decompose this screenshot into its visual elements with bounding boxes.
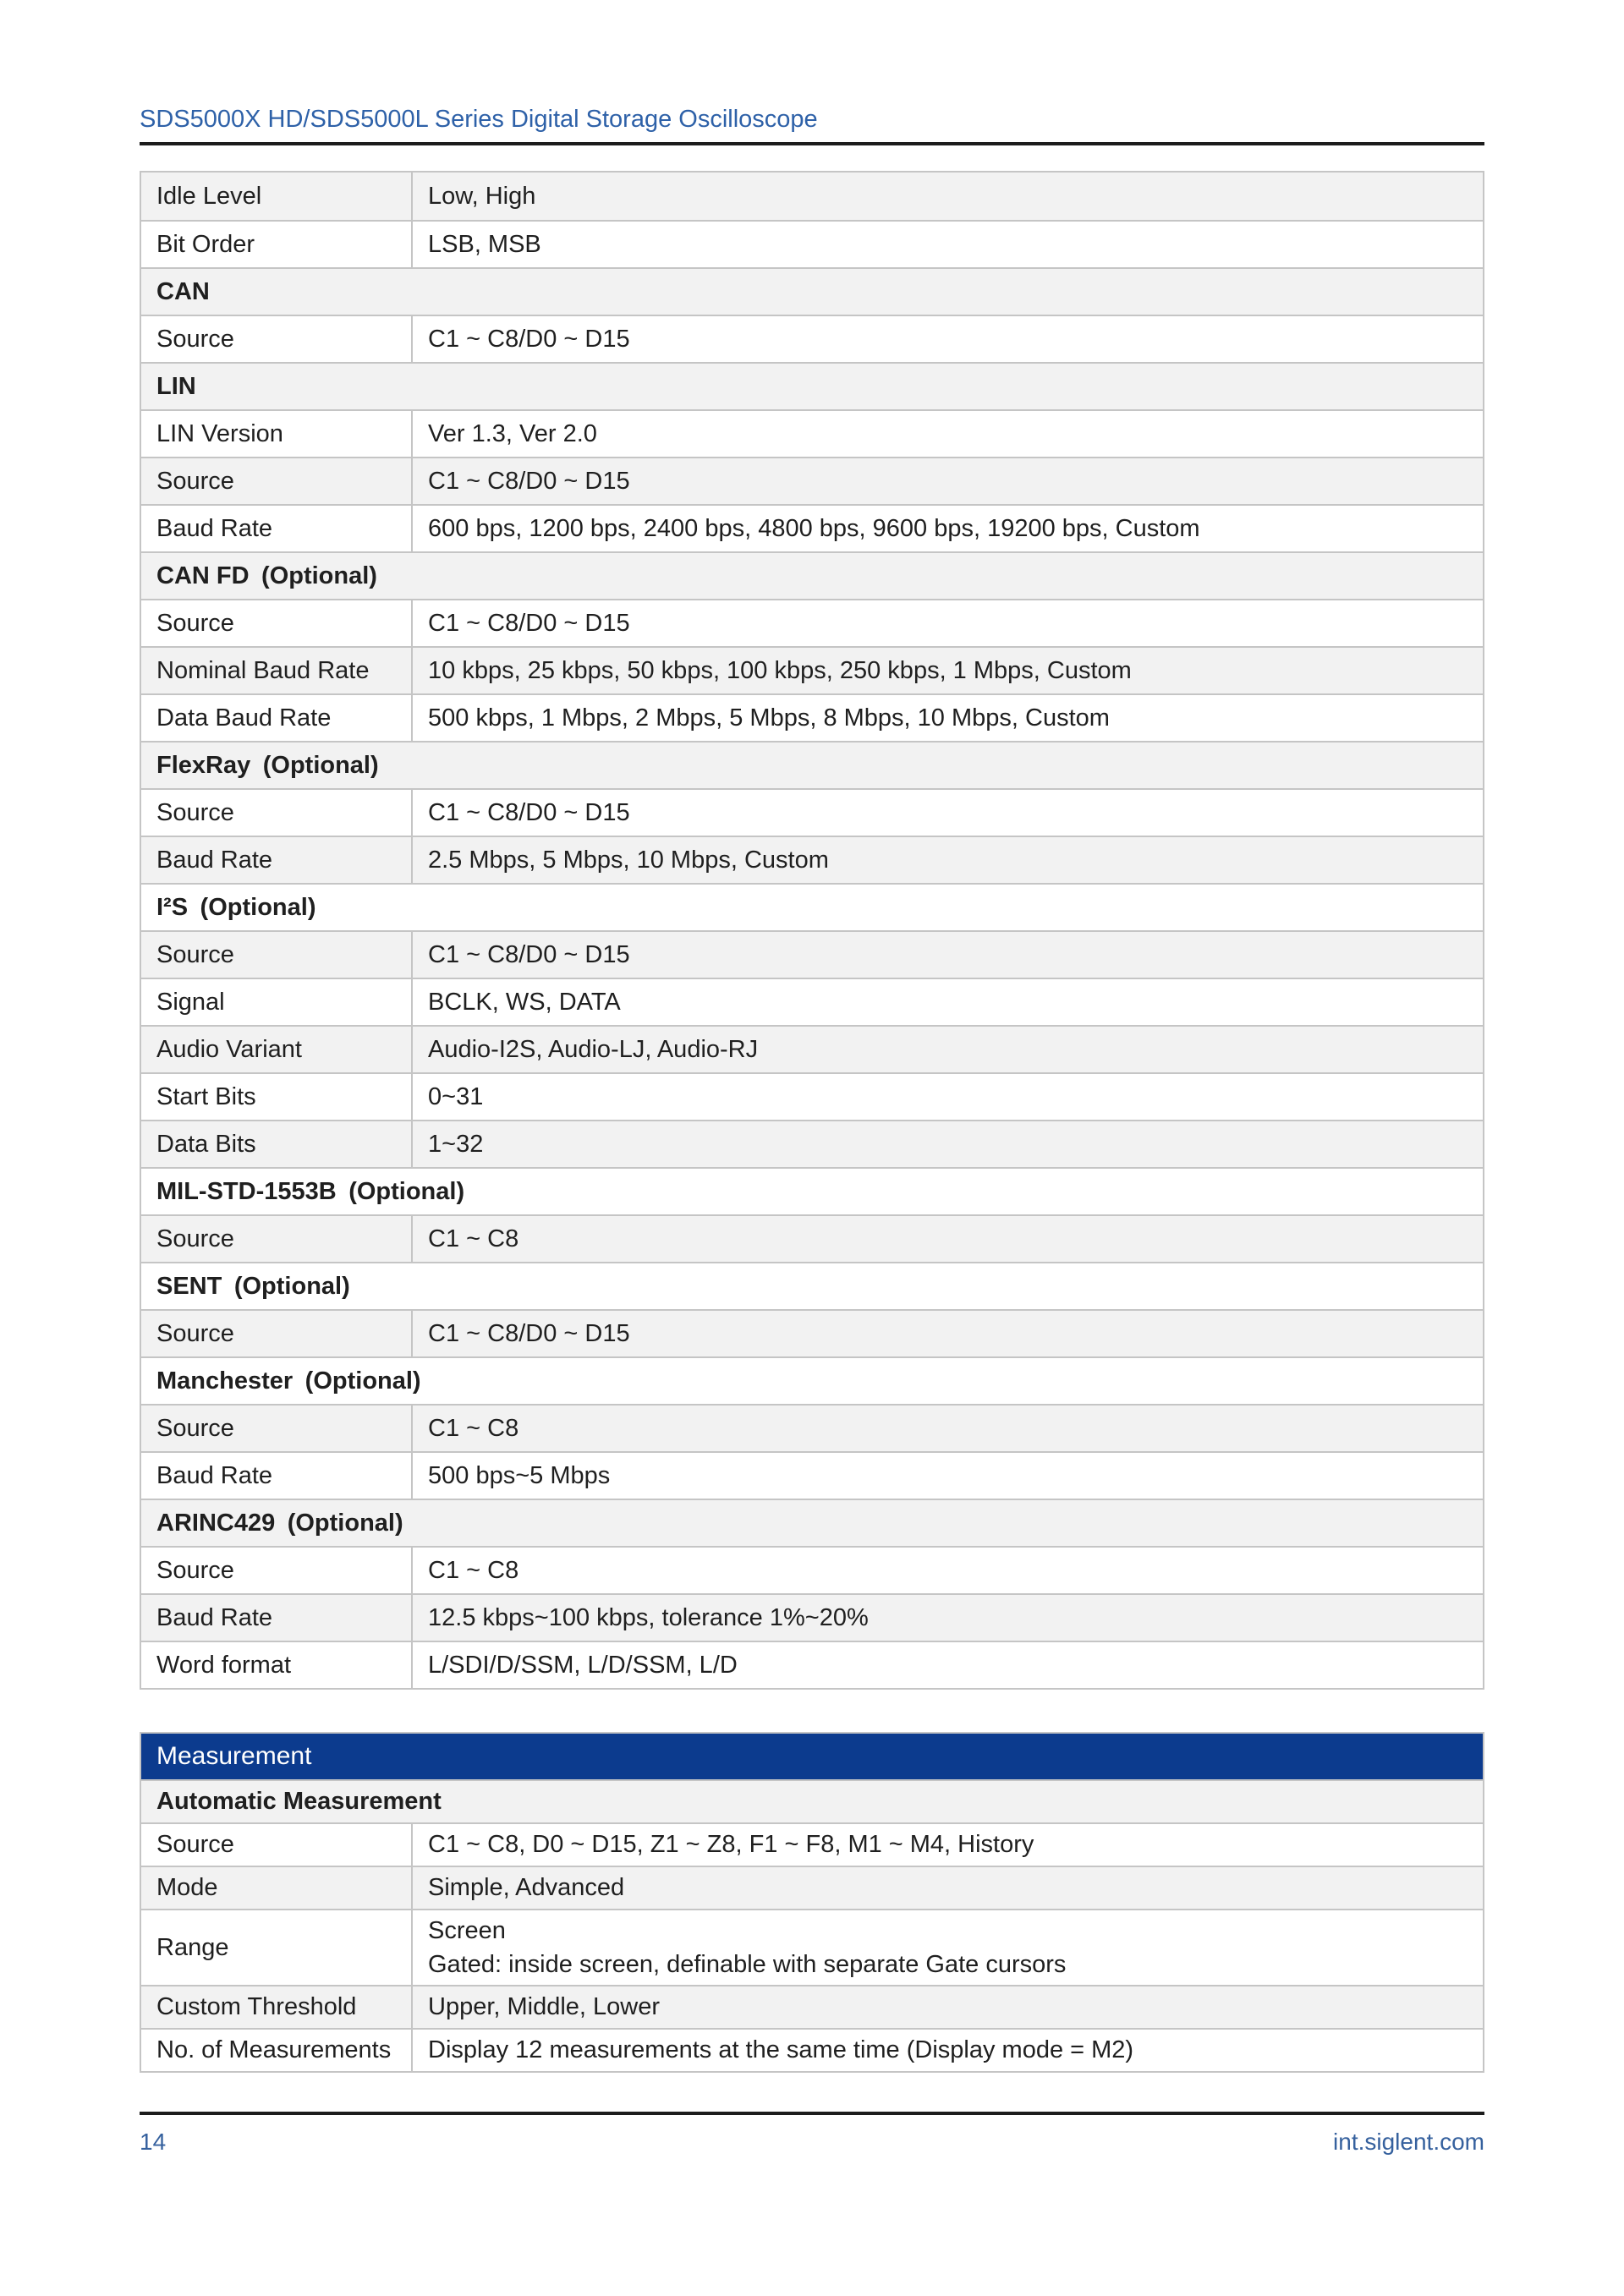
spec-value-cell: C1 ~ C8 (428, 1556, 519, 1584)
doc-title: SDS5000X HD/SDS5000L Series Digital Storage Oscilloscope (140, 106, 818, 133)
spec-label-cell: Source (141, 1311, 413, 1356)
page-number: 14 (140, 2129, 167, 2155)
spec-label-cell: Baud Rate (141, 1453, 413, 1499)
measurement-value-cell: Simple, Advanced (428, 1874, 625, 1901)
spec-row (141, 978, 1483, 1025)
measurement-subtitle-row (141, 1779, 1483, 1822)
spec-label-cell: Start Bits (141, 1074, 413, 1120)
spec-label-cell: Source (141, 458, 413, 504)
website-link[interactable]: int.siglent.com (1333, 2129, 1484, 2155)
measurement-table (140, 1732, 1484, 2073)
spec-row (141, 1641, 1483, 1688)
spec-label-cell: Signal (141, 979, 413, 1025)
spec-label-cell: Data Bits (141, 1121, 413, 1167)
spec-label-cell: Source (141, 1216, 413, 1262)
measurement-value-line: Screen (428, 1917, 506, 1944)
spec-section-label: LIN (156, 372, 196, 400)
spec-value-cell: 500 kbps, 1 Mbps, 2 Mbps, 5 Mbps, 8 Mbps, 10 Mbps, Custom (428, 704, 1110, 732)
spec-section-row (141, 1356, 1483, 1404)
spec-section-row (141, 1262, 1483, 1309)
spec-label-cell: Idle Level (141, 173, 413, 220)
spec-row (141, 1120, 1483, 1167)
measurement-row (141, 1866, 1483, 1909)
spec-section-label: ARINC429 (Optional) (156, 1509, 403, 1537)
measurement-row (141, 1909, 1483, 1985)
spec-row (141, 457, 1483, 504)
spec-section-row (141, 741, 1483, 788)
spec-value-cell: 0~31 (428, 1082, 484, 1110)
spec-value-cell: 12.5 kbps~100 kbps, tolerance 1%~20% (428, 1603, 869, 1631)
protocol-decode-spec-table (140, 171, 1484, 1690)
spec-row (141, 1072, 1483, 1120)
page-footer (140, 2112, 1484, 2156)
spec-section-row (141, 1499, 1483, 1546)
spec-value-cell: 2.5 Mbps, 5 Mbps, 10 Mbps, Custom (428, 846, 829, 874)
spec-row (141, 1214, 1483, 1262)
measurement-value-line: Gated: inside screen, definable with separate Gate cursors (428, 1951, 1067, 1978)
spec-row (141, 693, 1483, 741)
measurement-label-cell: Source (141, 1824, 413, 1866)
spec-value-cell: Ver 1.3, Ver 2.0 (428, 419, 597, 447)
measurement-value-cell: C1 ~ C8, D0 ~ D15, Z1 ~ Z8, F1 ~ F8, M1 ~ M4, History (428, 1831, 1034, 1858)
spec-value-cell: C1 ~ C8/D0 ~ D15 (428, 467, 630, 495)
spec-value-cell: Low, High (428, 182, 536, 210)
spec-section-row (141, 883, 1483, 930)
measurement-table-header (141, 1734, 1483, 1779)
spec-label-cell: Baud Rate (141, 1595, 413, 1641)
measurement-value-cell: Upper, Middle, Lower (428, 1993, 661, 2020)
spec-section-row (141, 551, 1483, 599)
spec-value-cell: C1 ~ C8/D0 ~ D15 (428, 1319, 630, 1347)
spec-label-cell: Bit Order (141, 222, 413, 267)
spec-value-cell: 10 kbps, 25 kbps, 50 kbps, 100 kbps, 250 kbps, 1 Mbps, Custom (428, 656, 1132, 684)
spec-value-cell: C1 ~ C8 (428, 1225, 519, 1252)
spec-row (141, 646, 1483, 693)
spec-label-cell: Source (141, 790, 413, 836)
spec-row (141, 1025, 1483, 1072)
measurement-row (141, 2028, 1483, 2071)
spec-section-label: MIL-STD-1553B (Optional) (156, 1177, 465, 1205)
spec-section-label: CAN (156, 277, 210, 305)
spec-value-cell: 600 bps, 1200 bps, 2400 bps, 4800 bps, 9600 bps, 19200 bps, Custom (428, 514, 1200, 542)
measurement-value-cell: Display 12 measurements at the same time (Display mode = M2) (428, 2036, 1134, 2063)
spec-row (141, 788, 1483, 836)
measurement-row (141, 1822, 1483, 1866)
spec-value-cell: BCLK, WS, DATA (428, 988, 621, 1016)
measurement-row (141, 1985, 1483, 2028)
spec-section-label: FlexRay (Optional) (156, 751, 379, 779)
spec-label-cell: Source (141, 1406, 413, 1451)
spec-label-cell: Nominal Baud Rate (141, 648, 413, 693)
measurement-subtitle: Automatic Measurement (156, 1788, 442, 1815)
spec-row (141, 1593, 1483, 1641)
spec-label-cell: LIN Version (141, 411, 413, 457)
measurement-table-rows (141, 1779, 1483, 2071)
spec-label-cell: Source (141, 316, 413, 362)
spec-label-cell: Baud Rate (141, 506, 413, 551)
spec-value-cell: L/SDI/D/SSM, L/D/SSM, L/D (428, 1651, 738, 1679)
spec-row (141, 173, 1483, 220)
spec-row (141, 220, 1483, 267)
measurement-label-cell: Range (141, 1910, 413, 1985)
spec-label-cell: Source (141, 600, 413, 646)
spec-section-label: SENT (Optional) (156, 1272, 350, 1300)
spec-label-cell: Source (141, 932, 413, 978)
spec-section-label: Manchester (Optional) (156, 1367, 421, 1395)
spec-value-cell: Audio-I2S, Audio-LJ, Audio-RJ (428, 1035, 759, 1063)
spec-label-cell: Audio Variant (141, 1027, 413, 1072)
measurement-table-title: Measurement (156, 1742, 312, 1770)
spec-value-cell: C1 ~ C8/D0 ~ D15 (428, 325, 630, 353)
spec-section-label: I²S (Optional) (156, 893, 316, 921)
spec-section-row (141, 362, 1483, 409)
spec-row (141, 599, 1483, 646)
spec-row (141, 409, 1483, 457)
spec-section-row (141, 267, 1483, 315)
spec-label-cell: Data Baud Rate (141, 695, 413, 741)
measurement-label-cell: Custom Threshold (141, 1986, 413, 2028)
spec-row (141, 1309, 1483, 1356)
measurement-label-cell: Mode (141, 1867, 413, 1909)
spec-row (141, 1404, 1483, 1451)
spec-value-cell: 1~32 (428, 1130, 484, 1158)
spec-row (141, 1451, 1483, 1499)
spec-label-cell: Word format (141, 1642, 413, 1688)
measurement-value-cell (413, 1910, 1483, 1985)
spec-value-cell: C1 ~ C8/D0 ~ D15 (428, 940, 630, 968)
spec-label-cell: Source (141, 1548, 413, 1593)
spec-row (141, 836, 1483, 883)
page-header (140, 0, 1484, 145)
spec-section-label: CAN FD (Optional) (156, 562, 377, 589)
measurement-label-cell: No. of Measurements (141, 2030, 413, 2071)
spec-value-cell: LSB, MSB (428, 230, 541, 258)
spec-row (141, 504, 1483, 551)
spec-value-cell: C1 ~ C8/D0 ~ D15 (428, 609, 630, 637)
spec-row (141, 1546, 1483, 1593)
spec-value-cell: C1 ~ C8 (428, 1414, 519, 1442)
spec-value-cell: 500 bps~5 Mbps (428, 1461, 611, 1489)
spec-label-cell: Baud Rate (141, 837, 413, 883)
spec-section-row (141, 1167, 1483, 1214)
spec-value-cell: C1 ~ C8/D0 ~ D15 (428, 798, 630, 826)
spec-row (141, 315, 1483, 362)
spec-row (141, 930, 1483, 978)
